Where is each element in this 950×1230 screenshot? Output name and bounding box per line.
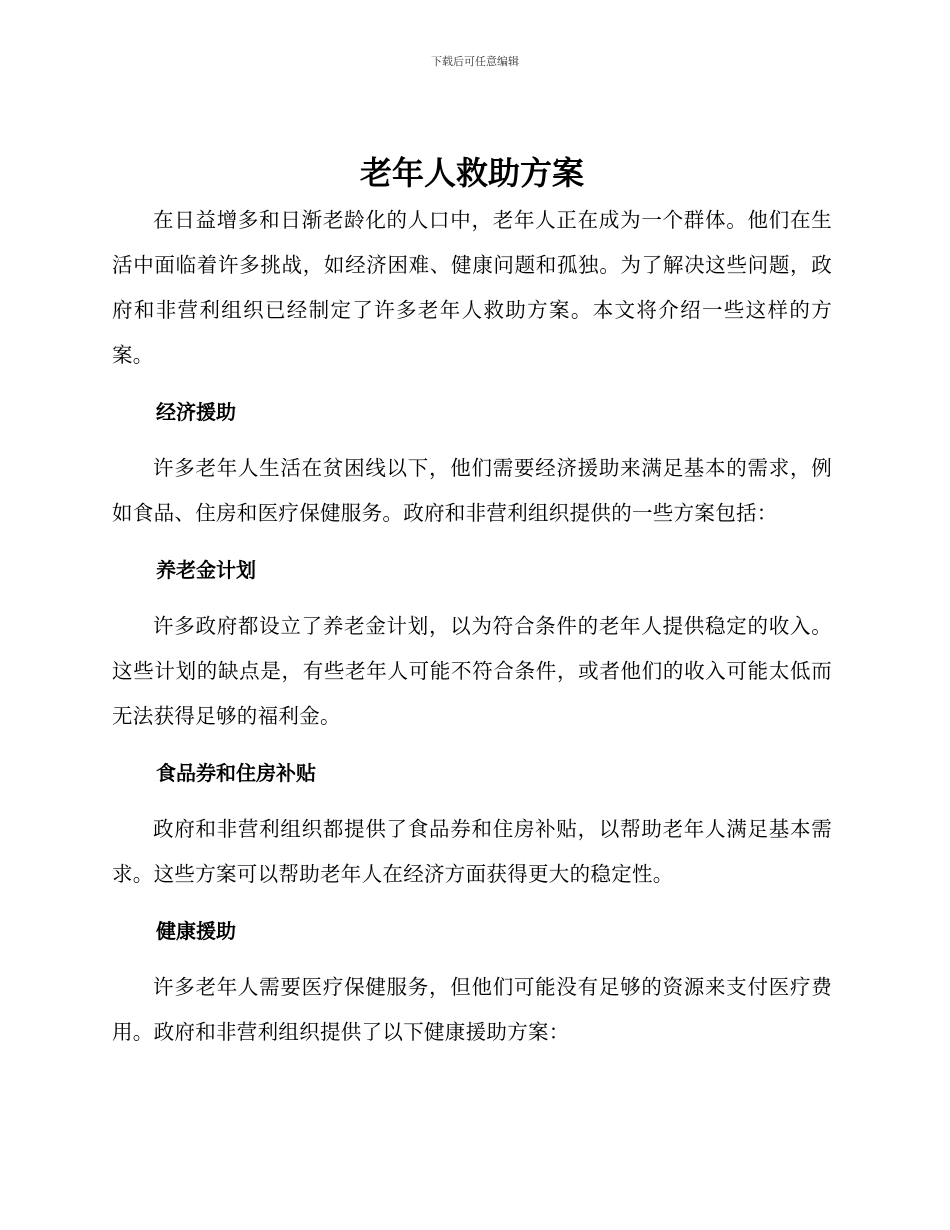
header-note: 下载后可任意编辑 (431, 55, 519, 68)
section-heading-economic-aid: 经济援助 (156, 400, 236, 424)
spacer (112, 378, 832, 390)
section-heading-pension-plan: 养老金计划 (156, 558, 256, 582)
section-body-economic-aid: 许多老年人生活在贫困线以下，他们需要经济援助来满足基本的需求，例如食品、住房和医疗保健服务。政府和非营利组织提供的一些方案包括： (112, 456, 832, 525)
spacer (112, 796, 832, 807)
section-body-health-aid: 许多老年人需要医疗保健服务，但他们可能没有足够的资源来支付医疗费用。政府和非营利组织提供了以下健康援助方案： (112, 975, 832, 1044)
document-body (112, 150, 832, 1055)
spacer (112, 897, 832, 909)
spacer (112, 954, 832, 965)
intro-paragraph: 在日益增多和日渐老龄化的人口中，老年人正在成为一个群体。他们在生活中面临着许多挑战，如经济困难、健康问题和孤独。为了解决这些问题，政府和非营利组织已经制定了许多老年人救助方案。本文将介绍一些这样的方案。 (112, 208, 832, 367)
section-body-pension-plan: 许多政府都设立了养老金计划，以为符合条件的老年人提供稳定的收入。这些计划的缺点是，有些老年人可能不符合条件，或者他们的收入可能太低而无法获得足够的福利金。 (112, 614, 832, 728)
spacer (112, 435, 832, 446)
section-body-food-housing: 政府和非营利组织都提供了食品券和住房补贴，以帮助老年人满足基本需求。这些方案可以帮助老年人在经济方面获得更大的稳定性。 (112, 817, 832, 886)
spacer (112, 536, 832, 548)
spacer (112, 739, 832, 751)
section-heading-food-housing: 食品券和住房补贴 (156, 761, 316, 785)
document-title: 老年人救助方案 (359, 154, 584, 192)
spacer (112, 593, 832, 604)
section-heading-health-aid: 健康援助 (156, 919, 236, 943)
